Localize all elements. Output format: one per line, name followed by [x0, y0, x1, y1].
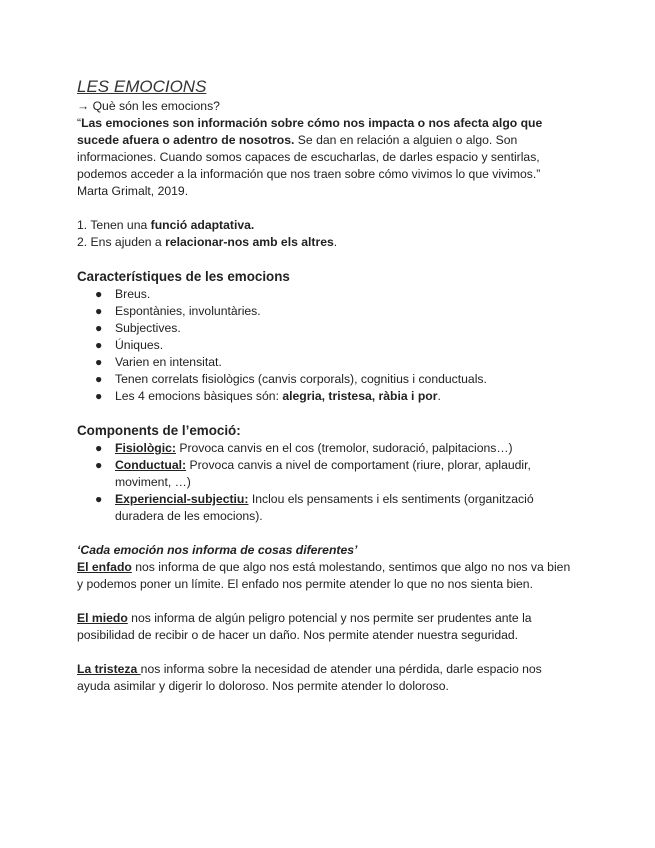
- characteristics-heading: Característiques de les emocions: [77, 269, 290, 284]
- bullet-icon: ●: [95, 287, 103, 301]
- bullet-icon: ●: [95, 389, 103, 403]
- numbered-item-1: 1. Tenen una funció adaptativa.: [77, 218, 255, 232]
- list-item: ● Breus.: [95, 287, 151, 301]
- bullet-icon: ●: [95, 304, 103, 318]
- quote-author: Marta Grimalt, 2019.: [77, 184, 189, 198]
- bullet-icon: ●: [95, 458, 103, 472]
- document-title: LES EMOCIONS: [77, 77, 207, 96]
- list-item: ● Úniques.: [95, 338, 164, 352]
- list-item: ● Experiencial-subjectiu: Inclou els pensaments i els sentiments (organització duradera de les emocions).: [95, 492, 534, 523]
- quote-rest: Se dan en relación a alguien o algo. Son informaciones. Cuando somos capaces de escucharlas, de darles espacio y sentirlas, podemos acceder a la información que nos traen sobre cómo vivimos lo que vivimos.”: [77, 133, 541, 181]
- emotion-paragraph-enfado: El enfado nos informa de que algo nos está molestando, sentimos que algo no nos va bien y podemos poner un límite. El enfado nos permite atender lo que no nos sienta bien.: [77, 560, 571, 591]
- emotion-paragraph-tristeza: La tristeza nos informa sobre la necesidad de atender una pérdida, darle espacio nos ayuda asimilar y digerir lo doloroso. Nos permite atender lo doloroso.: [77, 662, 542, 693]
- quote-bold: Las emociones son información sobre cómo nos impacta o nos afecta algo que sucede afuera o adentro de nosotros.: [77, 116, 543, 147]
- bullet-icon: ●: [95, 355, 103, 369]
- characteristics-list: [77, 286, 577, 405]
- emotion-paragraph-miedo: El miedo nos informa de algún peligro potencial y nos permite ser prudentes ante la posibilidad de recibir o de hacer un daño. Nos permite atender nuestra seguridad.: [77, 611, 532, 642]
- quote-paragraph: [77, 115, 577, 183]
- document-page: [77, 76, 577, 695]
- list-item: ● Fisiològic: Provoca canvis en el cos (tremolor, sudoració, palpitacions…): [95, 441, 513, 455]
- question-line: → Què són les emocions?: [77, 99, 220, 113]
- components-list: [77, 440, 577, 525]
- bullet-icon: ●: [95, 441, 103, 455]
- list-item: ● Conductual: Provoca canvis a nivel de comportament (riure, plorar, aplaudir, moviment, …): [95, 458, 531, 489]
- list-item: ● Les 4 emocions bàsiques són: alegria, tristesa, ràbia i por.: [95, 389, 441, 403]
- list-item: ● Espontànies, involuntàries.: [95, 304, 261, 318]
- bullet-icon: ●: [95, 372, 103, 386]
- components-heading: Components de l’emoció:: [77, 423, 241, 438]
- emotions-heading: ‘Cada emoción nos informa de cosas diferentes’: [77, 543, 358, 557]
- list-item: ● Varien en intensitat.: [95, 355, 222, 369]
- bullet-icon: ●: [95, 321, 103, 335]
- list-item: ● Subjectives.: [95, 321, 181, 335]
- quote-open-mark: “: [77, 116, 82, 130]
- list-item: ● Tenen correlats fisiològics (canvis corporals), cognitius i conductuals.: [95, 372, 487, 386]
- numbered-item-2: 2. Ens ajuden a relacionar-nos amb els altres.: [77, 235, 338, 249]
- bullet-icon: ●: [95, 338, 103, 352]
- bullet-icon: ●: [95, 492, 103, 506]
